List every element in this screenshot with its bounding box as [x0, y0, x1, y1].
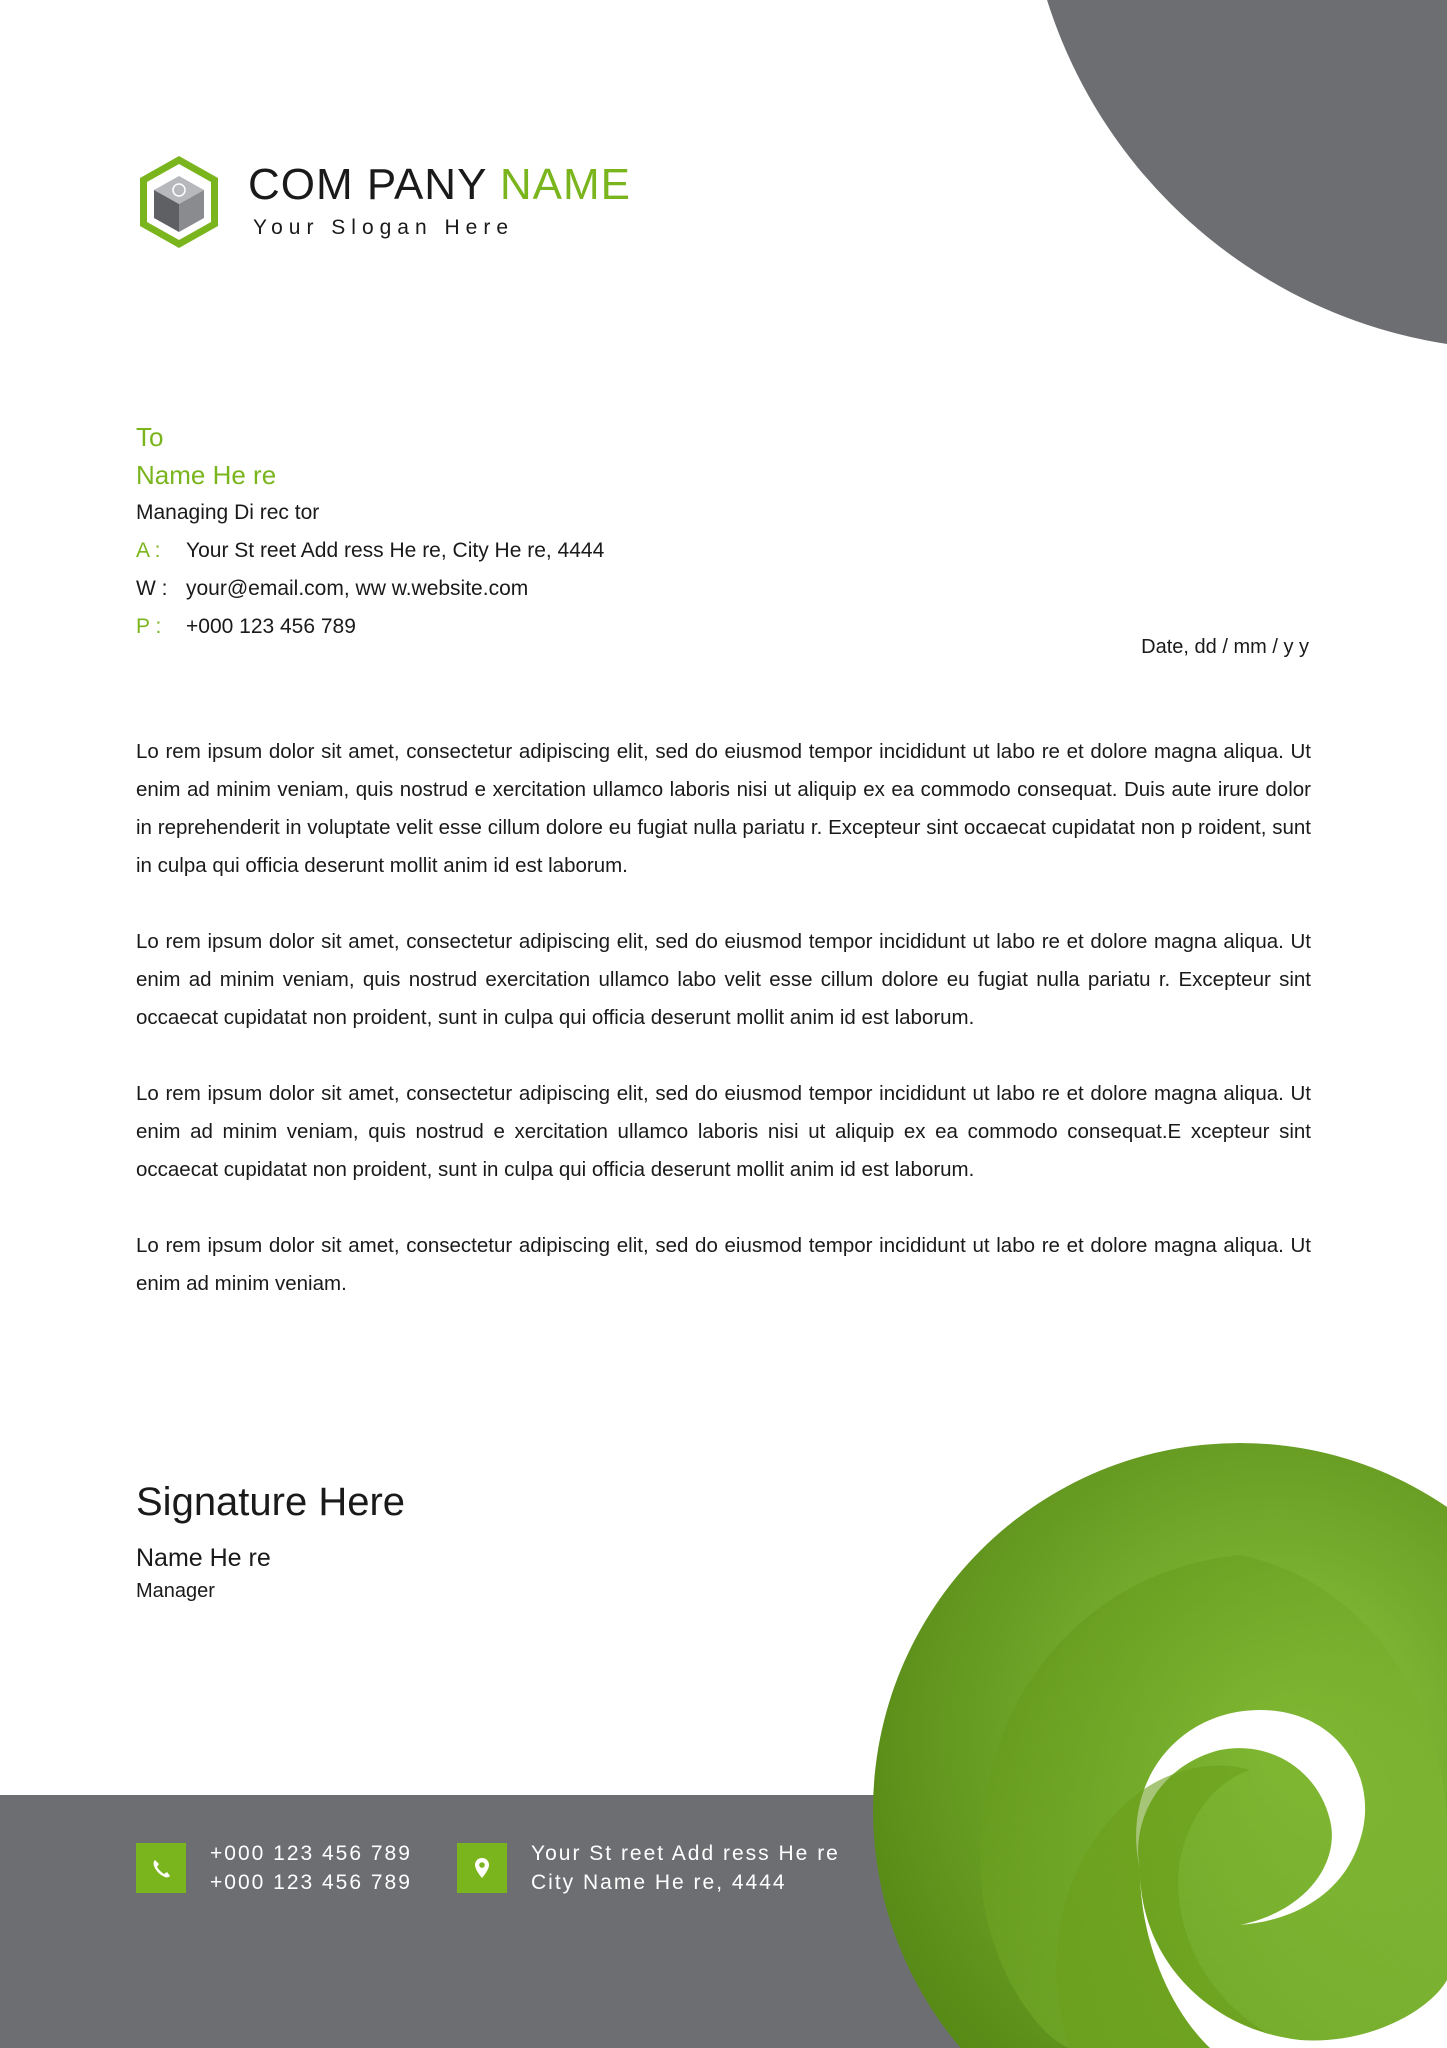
recipient-phone: +000 123 456 789 [186, 615, 356, 638]
footer-phone-1: +000 123 456 789 [210, 1842, 412, 1865]
letter-body [136, 733, 1311, 1341]
signer-name: Name He re [136, 1544, 271, 1572]
address-key: A : [136, 539, 161, 562]
recipient-address: Your St reet Add ress He re, City He re, 4444 [186, 539, 605, 562]
company-logo-hexagon-icon [134, 152, 224, 252]
signature-block [136, 1474, 405, 1606]
map-pin-icon [457, 1843, 507, 1893]
company-name-accent: NAME [499, 160, 631, 209]
body-paragraph: Lo rem ipsum dolor sit amet, consectetur adipiscing elit, sed do eiusmod tempor incididunt ut labo re et dolore magna aliqua. Ut enim ad minim veniam, quis nostrud e xercitation ullamco laboris nisi ut aliquip ex ea commodo consequat. Duis aute irure dolor in reprehenderit in voluptate velit esse cillum dolore eu fugiat nulla pariatu r. Excepteur sint occaecat cupidatat non p roident, sunt in culpa qui officia deserunt mollit anim id est laborum. [136, 740, 1311, 877]
signature-heading: Signature Here [136, 1480, 406, 1524]
phone-icon [136, 1843, 186, 1893]
green-swirl-graphic [840, 1440, 1447, 2048]
to-label: To [136, 422, 164, 452]
footer-address [531, 1839, 840, 1897]
body-paragraph: Lo rem ipsum dolor sit amet, consectetur adipiscing elit, sed do eiusmod tempor incididunt ut labo re et dolore magna aliqua. Ut enim ad minim veniam, quis nostrud e xercitation ullamco laboris nisi ut aliquip ex ea commodo consequat.E xcepteur sint occaecat cupidatat non proident, sunt in culpa qui officia deserunt mollit anim id est laborum. [136, 1082, 1311, 1181]
footer-address-line-1: Your St reet Add ress He re [531, 1842, 840, 1865]
phone-key: P : [136, 615, 162, 638]
body-paragraph: Lo rem ipsum dolor sit amet, consectetur adipiscing elit, sed do eiusmod tempor incididunt ut labo re et dolore magna aliqua. Ut enim ad minim veniam, quis nostrud exercitation ullamco labo velit esse cillum dolore eu fugiat nulla pariatu r. Excepteur sint occaecat cupidatat non proident, sunt in culpa qui officia deserunt mollit anim id est laborum. [136, 930, 1311, 1029]
recipient-web-row [136, 570, 604, 608]
footer-phone-2: +000 123 456 789 [210, 1871, 412, 1894]
letter-date: Date, dd / mm / y y [1141, 636, 1309, 658]
recipient-title: Managing Di rec tor [136, 501, 320, 524]
company-name [248, 160, 631, 210]
company-name-main: COM PANY [248, 160, 487, 209]
recipient-web: your@email.com, ww w.website.com [186, 577, 529, 600]
recipient-name: Name He re [136, 460, 277, 490]
recipient-address-row [136, 532, 604, 570]
footer-phones [210, 1839, 412, 1897]
web-key: W : [136, 577, 168, 600]
recipient-phone-row [136, 608, 604, 646]
decorative-corner-arc [1024, 0, 1447, 350]
footer-address-line-2: City Name He re, 4444 [531, 1871, 787, 1894]
company-slogan: Your Slogan Here [253, 216, 515, 239]
signer-title: Manager [136, 1580, 215, 1602]
recipient-block [136, 418, 604, 646]
body-paragraph: Lo rem ipsum dolor sit amet, consectetur adipiscing elit, sed do eiusmod tempor incididunt ut labo re et dolore magna aliqua. Ut enim ad minim veniam. [136, 1234, 1311, 1295]
